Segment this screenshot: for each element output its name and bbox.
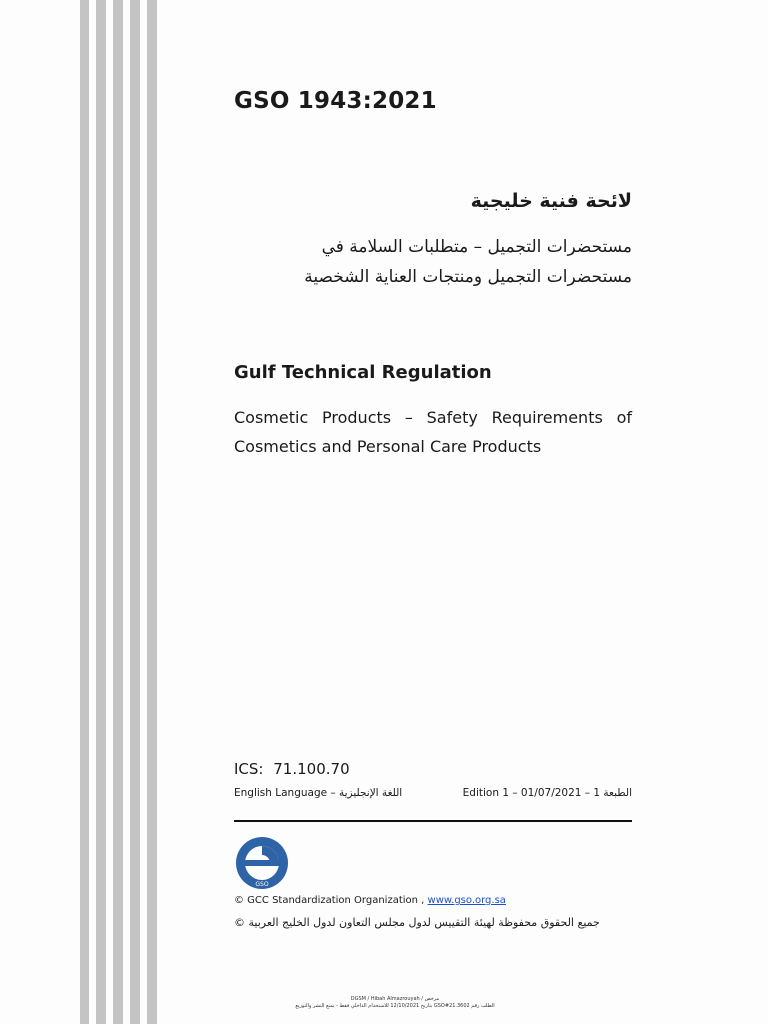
copyright-arabic: جميع الحقوق محفوظة لهيئة التقييس لدول مجلس التعاون لدول الخليج العربية © xyxy=(234,916,600,929)
language-label: English Language – اللغة الإنجليزية xyxy=(234,787,403,799)
edition-label: Edition 1 – 01/07/2021 – الطبعة 1 xyxy=(462,787,632,799)
stripe xyxy=(130,0,140,1024)
footer-line: الطلب رقم GSO#21.3602 بتاريخ 12/10/2021 للاستخدام الداخلي فقط - يمنع النشر والتوزيع xyxy=(295,1003,495,1009)
gso-logo xyxy=(234,835,290,891)
ics-value: 71.100.70 xyxy=(273,760,350,778)
logo-text: GSO xyxy=(255,881,269,888)
standard-number: GSO 1943:2021 xyxy=(234,88,437,114)
gso-website-link[interactable]: www.gso.org.sa xyxy=(427,895,506,906)
stripe xyxy=(147,0,157,1024)
copyright-text: © GCC Standardization Organization , xyxy=(234,895,425,906)
copyright-english xyxy=(234,895,506,906)
decorative-stripes xyxy=(80,0,162,1024)
ics-code xyxy=(234,760,350,778)
footer-line: DGSM / Hibah Almazrouyah / مرخص xyxy=(350,996,440,1002)
stripe xyxy=(96,0,106,1024)
ics-label: ICS: xyxy=(234,760,264,778)
stripe xyxy=(80,0,89,1024)
english-subtitle: Cosmetic Products – Safety Requirements of Cosmetics and Personal Care Products xyxy=(234,408,632,456)
english-title: Gulf Technical Regulation xyxy=(234,362,492,383)
divider xyxy=(234,820,632,822)
arabic-subtitle: مستحضرات التجميل – متطلبات السلامة في مستحضرات التجميل ومنتجات العناية الشخصية xyxy=(304,237,632,287)
arabic-title: لائحة فنية خليجية xyxy=(470,190,632,212)
stripe xyxy=(113,0,123,1024)
license-footer xyxy=(250,996,540,1010)
